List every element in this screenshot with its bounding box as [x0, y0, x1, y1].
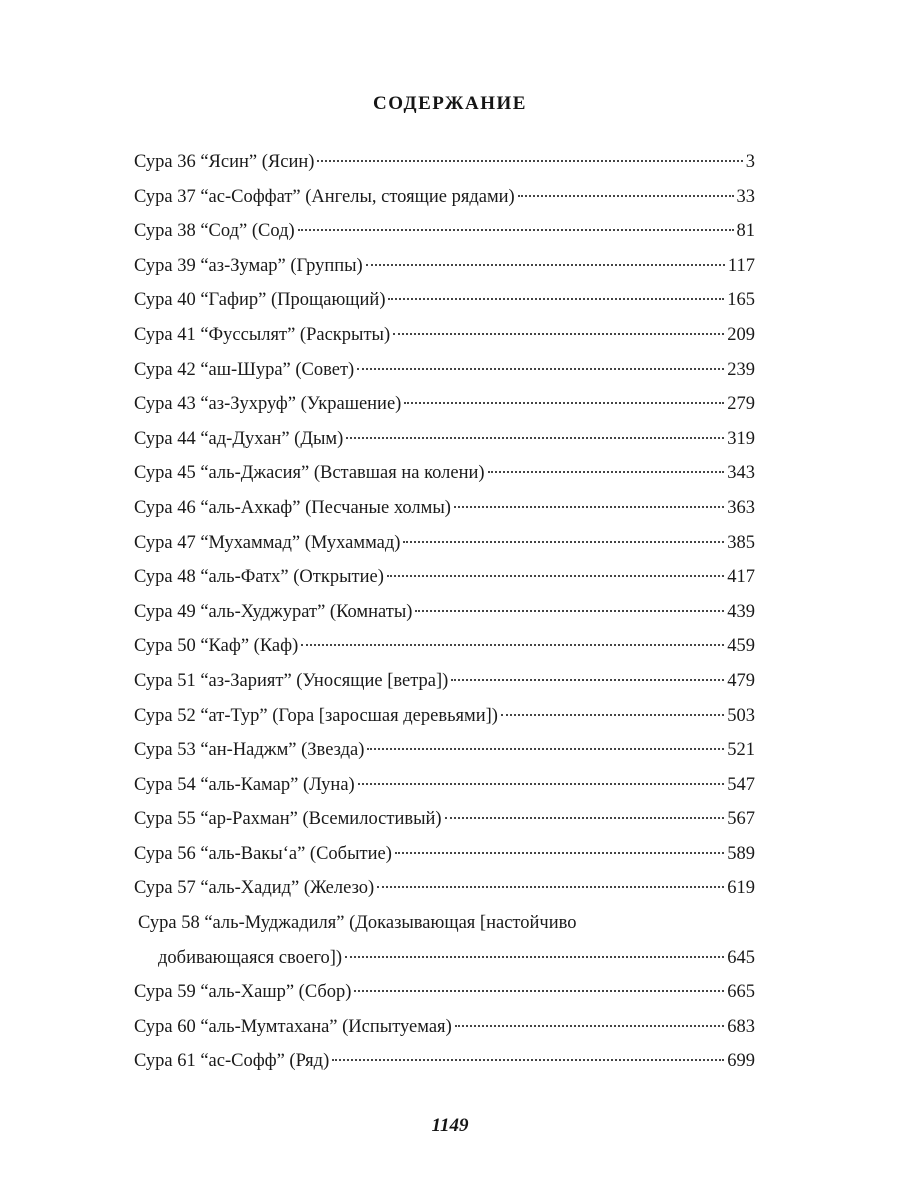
toc-entry-continuation [134, 941, 755, 976]
toc-entry[interactable] [134, 318, 755, 353]
toc-entry-page: 417 [727, 567, 755, 588]
toc-entry-title: Сура 44 “ад-Духан” (Дым) [134, 428, 344, 449]
toc-entry[interactable] [134, 664, 755, 699]
leader-dots [415, 610, 724, 612]
toc-entry-title: Сура 59 “аль-Хашр” (Сбор) [134, 982, 352, 1003]
leader-dots [455, 1025, 725, 1027]
toc-entry-title: Сура 39 “аз-Зумар” (Группы) [134, 255, 363, 276]
leader-dots [393, 333, 724, 335]
toc-entry-title: Сура 57 “аль-Хадид” (Железо) [134, 878, 375, 899]
toc-entry-title: Сура 53 “ан-Наджм” (Звезда) [134, 740, 365, 761]
toc-entry[interactable] [134, 1010, 755, 1045]
leader-dots [354, 990, 724, 992]
toc-entry-page: 459 [727, 636, 755, 657]
toc-entry-title: Сура 55 “ар-Рахман” (Всемилостивый) [134, 809, 442, 830]
toc-entry-page: 547 [727, 774, 755, 795]
leader-dots [358, 783, 725, 785]
toc-entry[interactable] [134, 491, 755, 526]
toc-entry-title: Сура 52 “ат-Тур” (Гора [заросшая деревьями]) [134, 705, 498, 726]
toc-entry-page: 521 [727, 740, 755, 761]
toc-entry[interactable] [134, 1044, 755, 1079]
toc-entry[interactable] [134, 249, 755, 284]
page-title: СОДЕРЖАНИЕ [373, 93, 527, 114]
toc-entry-title-line2: добивающаяся своего]) [158, 947, 343, 968]
toc-entry-page: 385 [727, 532, 755, 553]
leader-dots [317, 160, 742, 162]
leader-dots [403, 541, 724, 543]
toc-entry-title: Сура 50 “Каф” (Каф) [134, 636, 299, 657]
toc-entry[interactable] [134, 560, 755, 595]
leader-dots [395, 852, 724, 854]
leader-dots [377, 886, 724, 888]
toc-entry-page: 3 [745, 152, 755, 172]
leader-dots [445, 817, 725, 819]
toc-entry[interactable] [134, 629, 755, 664]
toc-entry-title-line1: Сура 58 “аль-Муджадиля” (Доказывающая [настойчиво [138, 913, 577, 934]
toc-entry[interactable] [134, 802, 755, 837]
toc-entry[interactable] [134, 699, 755, 734]
toc-entry-page: 699 [727, 1051, 755, 1072]
toc-entry-title: Сура 56 “аль-Вакы‘а” (Событие) [134, 843, 392, 864]
toc-entry[interactable] [134, 422, 755, 457]
toc-entry[interactable] [134, 180, 755, 215]
leader-dots [488, 471, 725, 473]
leader-dots [404, 402, 724, 404]
toc-entry-title: Сура 42 “аш-Шура” (Совет) [134, 359, 355, 380]
toc-entry[interactable] [134, 733, 755, 768]
toc-entry[interactable] [134, 526, 755, 561]
toc-entry-title: Сура 45 “аль-Джасия” (Вставшая на колени) [134, 463, 485, 484]
toc-entry-title: Сура 46 “аль-Ахкаф” (Песчаные холмы) [134, 497, 451, 518]
toc-entry-multiline[interactable] [134, 906, 755, 975]
toc-entry[interactable] [134, 837, 755, 872]
toc-entry[interactable] [134, 595, 755, 630]
toc-entry-title: Сура 54 “аль-Камар” (Луна) [134, 774, 355, 795]
leader-dots [366, 264, 725, 266]
toc-entry[interactable] [134, 214, 755, 249]
toc-entry-page: 165 [727, 290, 755, 311]
leader-dots [332, 1059, 724, 1061]
toc-entry-title: Сура 43 “аз-Зухруф” (Украшение) [134, 394, 402, 415]
toc-entry-page: 279 [727, 394, 755, 415]
toc-entry-page: 619 [727, 878, 755, 899]
toc-entry-title: Сура 47 “Мухаммад” (Мухаммад) [134, 532, 401, 553]
table-of-contents [134, 145, 755, 1079]
toc-entry[interactable] [134, 975, 755, 1010]
toc-entry-title: Сура 60 “аль-Мумтахана” (Испытуемая) [134, 1016, 452, 1037]
toc-entry-title: Сура 40 “Гафир” (Прощающий) [134, 290, 386, 311]
toc-entry-title: Сура 51 “аз-Зарият” (Уносящие [ветра]) [134, 670, 449, 691]
leader-dots [451, 679, 724, 681]
toc-entry-page: 665 [727, 982, 755, 1003]
toc-entry-title: Сура 41 “Фуссылят” (Раскрыты) [134, 324, 391, 345]
leader-dots [518, 195, 734, 197]
page-number: 1149 [431, 1115, 469, 1136]
toc-entry-page: 319 [727, 428, 755, 449]
toc-entry-page: 117 [727, 255, 755, 276]
toc-entry-page: 439 [727, 601, 755, 622]
leader-dots [367, 748, 724, 750]
leader-dots [301, 644, 724, 646]
toc-entry[interactable] [134, 353, 755, 388]
leader-dots [501, 714, 724, 716]
toc-entry-title: Сура 49 “аль-Худжурат” (Комнаты) [134, 601, 413, 622]
toc-entry-title: Сура 36 “Ясин” (Ясин) [134, 152, 315, 172]
toc-entry-page: 503 [727, 705, 755, 726]
toc-entry-page: 683 [727, 1016, 755, 1037]
leader-dots [454, 506, 724, 508]
leader-dots [357, 368, 724, 370]
toc-entry-page: 343 [727, 463, 755, 484]
toc-entry[interactable] [134, 871, 755, 906]
toc-entry-page: 363 [727, 497, 755, 518]
toc-entry[interactable] [134, 456, 755, 491]
toc-entry-page: 81 [736, 221, 755, 242]
toc-entry-page: 239 [727, 359, 755, 380]
leader-dots [346, 437, 724, 439]
toc-entry-page: 209 [727, 324, 755, 345]
toc-entry[interactable] [134, 145, 755, 180]
leader-dots [298, 229, 734, 231]
toc-entry-title: Сура 48 “аль-Фатх” (Открытие) [134, 567, 384, 588]
toc-entry-title: Сура 61 “ас-Софф” (Ряд) [134, 1051, 330, 1072]
toc-entry-page: 589 [727, 843, 755, 864]
leader-dots [387, 575, 724, 577]
toc-entry[interactable] [134, 768, 755, 803]
leader-dots [345, 956, 724, 958]
toc-entry-title: Сура 38 “Сод” (Сод) [134, 221, 295, 242]
toc-entry-title: Сура 37 “ас-Соффат” (Ангелы, стоящие рядами) [134, 186, 515, 207]
toc-entry-page: 645 [727, 947, 755, 968]
toc-entry-page: 479 [727, 670, 755, 691]
toc-entry-page: 567 [727, 809, 755, 830]
toc-entry[interactable] [134, 283, 755, 318]
leader-dots [388, 298, 724, 300]
toc-entry[interactable] [134, 387, 755, 422]
toc-entry-page: 33 [736, 186, 755, 207]
